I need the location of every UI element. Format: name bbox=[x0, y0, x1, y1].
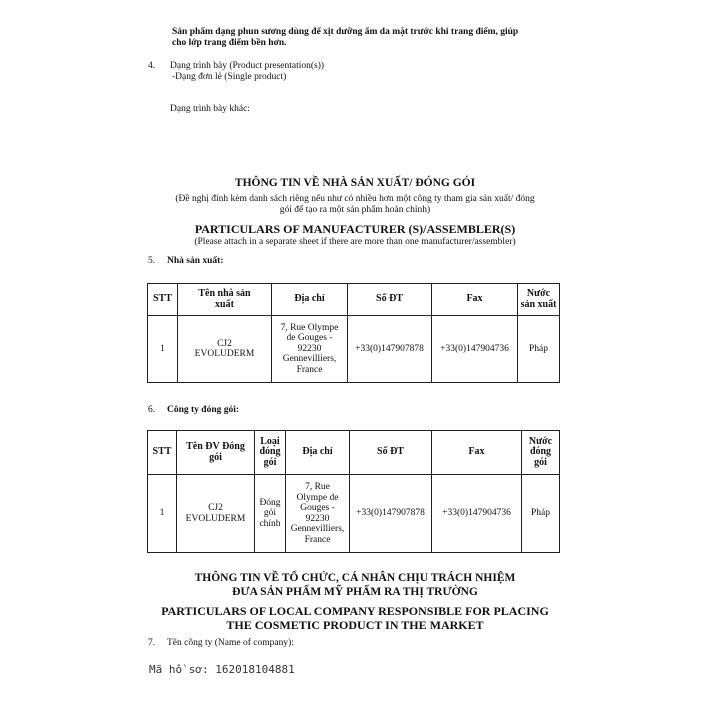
cell-address-line-1: 7, Rue Olympe bbox=[280, 322, 339, 333]
cell-name-line-2: EVOLUDERM bbox=[185, 513, 246, 524]
cell-manufacturer-name bbox=[178, 316, 272, 383]
cell-type-line-2: gói bbox=[263, 508, 277, 519]
local-title-vi-line-1: THÔNG TIN VỀ TỔ CHỨC, CÁ NHÂN CHỊU TRÁCH NHIỆM bbox=[194, 572, 516, 584]
cell-fax: +33(0)147904736 bbox=[432, 475, 522, 553]
header-country-line-2: đóng bbox=[529, 446, 552, 458]
cell-country: Pháp bbox=[522, 475, 560, 553]
header-assembly-type bbox=[255, 431, 286, 475]
cell-stt: 1 bbox=[148, 475, 177, 553]
header-country-line-3: gói bbox=[534, 456, 547, 468]
header-country bbox=[518, 284, 560, 316]
cell-address-line-6: France bbox=[304, 534, 331, 545]
header-fax: Fax bbox=[432, 284, 518, 316]
cell-type-line-3: chính bbox=[259, 518, 281, 529]
cell-phone: +33(0)147907878 bbox=[350, 475, 432, 553]
cell-address-line-3: Gouges - bbox=[300, 503, 335, 513]
table-row bbox=[148, 475, 560, 553]
assembler-table-header-row bbox=[148, 431, 560, 475]
header-assembler-name-line-2: gói bbox=[209, 451, 222, 463]
cell-address-line-4: 92230 bbox=[305, 513, 330, 524]
cell-address-line-3: 92230 bbox=[297, 343, 322, 354]
cell-name-line-2: EVOLUDERM bbox=[194, 349, 255, 359]
cell-name-line-1: CJ2 bbox=[208, 503, 223, 513]
cell-address-line-2: de Gouges - bbox=[286, 333, 333, 344]
cell-fax: +33(0)147904736 bbox=[432, 316, 518, 383]
section-7-label: Tên công ty (Name of company): bbox=[167, 638, 294, 648]
header-manufacturer-name bbox=[178, 284, 272, 316]
cell-address-line-4: Gennevilliers, bbox=[282, 354, 337, 365]
section-5-label: Nhà sản xuất: bbox=[167, 256, 224, 266]
manufacturer-note-vi bbox=[120, 194, 590, 216]
local-title-vi-line-2: ĐƯA SẢN PHẨM MỸ PHẨM RA THỊ TRƯỜNG bbox=[232, 586, 478, 598]
manufacturer-table bbox=[147, 283, 560, 383]
intro-text bbox=[172, 27, 592, 49]
local-title-en-line-2: THE COSMETIC PRODUCT IN THE MARKET bbox=[226, 618, 484, 632]
cell-address-line-5: France bbox=[296, 364, 323, 375]
cell-address bbox=[272, 316, 348, 383]
cell-country: Pháp bbox=[518, 316, 560, 383]
header-country-line-1: Nước bbox=[526, 288, 551, 299]
header-address: Địa chỉ bbox=[286, 431, 350, 475]
header-type-line-1: Loại bbox=[260, 435, 280, 447]
header-stt: STT bbox=[148, 284, 178, 316]
header-phone: Số ĐT bbox=[348, 284, 432, 316]
section-4-value: -Dạng đơn lẻ (Single product) bbox=[172, 72, 287, 82]
section-6-number: 6. bbox=[148, 405, 156, 415]
section-5-number: 5. bbox=[148, 256, 156, 266]
section-7-number: 7. bbox=[148, 638, 156, 648]
header-assembler-name bbox=[177, 431, 255, 475]
section-4-other-label: Dạng trình bày khác: bbox=[170, 104, 250, 114]
table-row bbox=[148, 316, 560, 383]
intro-line-1: Sản phẩm dạng phun sương dùng để xịt dưỡng ẩm da mặt trước khi trang điểm, giúp bbox=[172, 27, 519, 37]
manufacturer-note-en: (Please attach in a separate sheet if there are more than one manufacturer/assembler) bbox=[194, 237, 516, 247]
manufacturer-note-vi-line-1: (Đề nghị đính kèm danh sách riêng nếu như có nhiều hơn một công ty tham gia sản xuất/ đóng bbox=[175, 194, 535, 204]
cell-phone: +33(0)147907878 bbox=[348, 316, 432, 383]
cell-address-line-1: 7, Rue bbox=[305, 482, 330, 492]
header-phone: Số ĐT bbox=[350, 431, 432, 475]
intro-line-2: cho lớp trang điểm bền hơn. bbox=[172, 38, 287, 48]
header-fax: Fax bbox=[432, 431, 522, 475]
manufacturer-title-en: PARTICULARS OF MANUFACTURER (S)/ASSEMBLER(S) bbox=[194, 222, 516, 236]
header-type-line-3: gói bbox=[263, 456, 277, 468]
section-4-number: 4. bbox=[148, 61, 156, 71]
header-address: Địa chỉ bbox=[272, 284, 348, 316]
section-6-label: Công ty đóng gói: bbox=[167, 405, 240, 415]
manufacturer-note-vi-line-2: gói để tạo ra một sản phẩm hoàn chỉnh) bbox=[279, 205, 431, 215]
cell-assembly-type bbox=[255, 475, 286, 553]
header-manufacturer-name-line-1: Tên nhà sản bbox=[198, 288, 251, 299]
cell-address bbox=[286, 475, 350, 553]
header-country-line-1: Nước bbox=[528, 435, 553, 447]
local-company-title-vi bbox=[110, 571, 600, 599]
local-title-en-line-1: PARTICULARS OF LOCAL COMPANY RESPONSIBLE FOR PLACING bbox=[161, 604, 549, 618]
header-stt: STT bbox=[148, 431, 177, 475]
manufacturer-title-vi: THÔNG TIN VỀ NHÀ SẢN XUẤT/ ĐÓNG GÓI bbox=[234, 177, 476, 189]
header-type-line-2: đóng bbox=[259, 446, 281, 458]
cell-name-line-1: CJ2 bbox=[217, 338, 232, 349]
cell-address-line-2: Olympe de bbox=[296, 492, 339, 503]
cell-type-line-1: Đóng bbox=[259, 497, 281, 508]
local-company-title-en bbox=[110, 604, 600, 632]
file-code: Mã hồ sơ: 162018104881 bbox=[149, 663, 295, 676]
header-country-line-2: sản xuất bbox=[520, 298, 557, 310]
cell-address-line-5: Gennevilliers, bbox=[290, 524, 345, 534]
cell-stt: 1 bbox=[148, 316, 178, 383]
cell-assembler-name bbox=[177, 475, 255, 553]
manufacturer-table-header-row bbox=[148, 284, 560, 316]
header-assembler-name-line-1: Tên ĐV Đóng bbox=[186, 441, 245, 452]
header-manufacturer-name-line-2: xuất bbox=[215, 298, 234, 310]
section-4-label: Dạng trình bày (Product presentation(s)) bbox=[170, 61, 325, 71]
header-country bbox=[522, 431, 560, 475]
assembler-table bbox=[147, 430, 560, 553]
